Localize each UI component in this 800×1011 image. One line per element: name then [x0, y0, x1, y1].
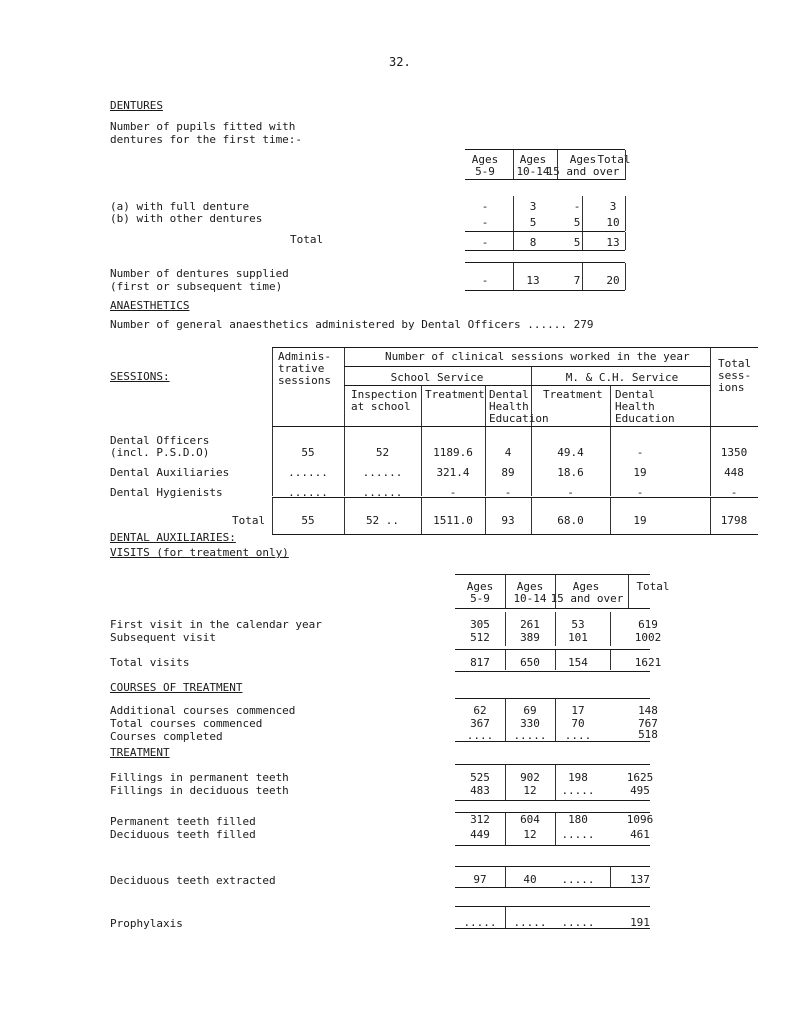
- sessions-sep: [421, 498, 422, 534]
- aux-col2-b: 10-14: [513, 592, 547, 605]
- dentures-total-cell: 8: [529, 236, 537, 249]
- dentures-sep: [625, 263, 626, 290]
- sessions-sep: [610, 498, 611, 534]
- sessions-row-label: Dental Hygienists: [110, 486, 223, 499]
- aux-sep: [505, 575, 506, 608]
- aux-prophylaxis-label: Prophylaxis: [110, 917, 183, 930]
- aux-rule: [455, 671, 650, 672]
- dentures-cell: 3: [609, 200, 617, 213]
- sessions-rule: [272, 534, 758, 535]
- aux-course-label: Courses completed: [110, 730, 223, 743]
- sessions-main-header: Number of clinical sessions worked in the year: [385, 350, 690, 363]
- aux-prophylaxis-cell: .....: [561, 916, 595, 929]
- aux-filled-cell: 312: [470, 813, 490, 826]
- dentures-col1-b: 5-9: [475, 165, 495, 178]
- aux-sep: [505, 699, 506, 742]
- aux-sep: [610, 867, 611, 887]
- aux-visit-cell: 512: [470, 631, 490, 644]
- sessions-total-h3: ions: [718, 381, 745, 394]
- aux-sep: [505, 650, 506, 670]
- dentures-col3-a: Ages: [569, 153, 597, 166]
- aux-filled-cell: 12: [523, 828, 537, 841]
- sessions-treatment: Treatment: [425, 388, 485, 401]
- aux-course-label: Total courses commenced: [110, 717, 263, 730]
- sessions-cell: -: [636, 446, 644, 459]
- sessions-cell: ......: [362, 486, 403, 499]
- aux-rule-top: [455, 574, 650, 575]
- sessions-mch-service: M. & C.H. Service: [565, 371, 679, 384]
- aux-rule: [455, 887, 650, 888]
- aux-rule: [455, 800, 650, 801]
- dentures-cell: -: [481, 200, 489, 213]
- sessions-dental-health2: Health: [489, 400, 529, 413]
- aux-sep: [555, 765, 556, 800]
- aux-rule: [455, 649, 650, 650]
- aux-rule: [455, 698, 650, 699]
- dentures-total-cell: 13: [606, 236, 620, 249]
- dentures-rule-top: [465, 149, 625, 150]
- sessions-total-cell: 1511.0: [433, 514, 473, 527]
- dentures-col4: Total: [597, 153, 631, 166]
- sessions-sep: [485, 498, 486, 534]
- aux-course-cell: 148: [638, 704, 658, 717]
- aux-col1-b: 5-9: [470, 592, 490, 605]
- sessions-sep: [485, 386, 486, 496]
- sessions-sep: [421, 386, 422, 496]
- dentures-sep: [513, 263, 514, 290]
- sessions-inspection2: at school: [351, 400, 411, 413]
- aux-sep: [505, 813, 506, 845]
- sessions-rule: [344, 366, 710, 367]
- aux-visit-cell: 101: [568, 631, 588, 644]
- aux-courses-heading: COURSES OF TREATMENT: [110, 681, 243, 694]
- page-number: 32.: [389, 55, 411, 69]
- sessions-admin-h3: sessions: [278, 374, 331, 387]
- aux-total-visits-cell: 154: [568, 656, 588, 669]
- sessions-cell: 18.6: [557, 466, 584, 479]
- dentures-cell: -: [481, 216, 489, 229]
- sessions-cell: ......: [288, 486, 328, 499]
- aux-sep: [555, 612, 556, 646]
- sessions-admin-h1: Adminis-: [278, 350, 331, 363]
- aux-rule: [455, 741, 650, 742]
- sessions-cell: 321.4: [436, 466, 470, 479]
- sessions-sep: [710, 498, 711, 534]
- sessions-total-cell: 93: [501, 514, 515, 527]
- aux-sep: [610, 650, 611, 670]
- aux-course-label: Additional courses commenced: [110, 704, 296, 717]
- aux-sep: [555, 813, 556, 845]
- aux-col3-b: 15 and over: [550, 592, 624, 605]
- sessions-dental-health1: Dental: [489, 388, 529, 401]
- dentures-row-label: (b) with other dentures: [110, 212, 263, 225]
- dentures-intro-line2: dentures for the first time:-: [110, 133, 303, 146]
- dentures-intro-line1: Number of pupils fitted with: [110, 120, 296, 133]
- sessions-cell: -: [567, 486, 574, 499]
- sessions-cell: -: [504, 486, 512, 499]
- aux-visit-label: Subsequent visit: [110, 631, 216, 644]
- dentures-col2-a: Ages: [519, 153, 547, 166]
- aux-filled-label: Permanent teeth filled: [110, 815, 256, 828]
- aux-course-cell: .....: [513, 729, 547, 742]
- aux-course-cell: 69: [523, 704, 537, 717]
- aux-treatment-heading: TREATMENT: [110, 746, 170, 759]
- dentures-supplied-cell: 7: [573, 274, 581, 287]
- dentures-supplied-cell: 13: [526, 274, 540, 287]
- sessions-total-cell: 52 ..: [365, 514, 400, 527]
- aux-col3-a: Ages: [572, 580, 600, 593]
- aux-filled-label: Deciduous teeth filled: [110, 828, 256, 841]
- sessions-cell: 55: [301, 446, 315, 459]
- dentures-rule: [465, 231, 625, 232]
- dentures-sep: [625, 150, 626, 180]
- sessions-total-cell: 19: [633, 514, 647, 527]
- anaesthetics-line: Number of general anaesthetics administered by Dental Officers ...... 279: [110, 318, 594, 331]
- sessions-total-cell: 1798: [720, 514, 748, 527]
- sessions-row-label: Dental Auxiliaries: [110, 466, 230, 479]
- aux-filled-cell: 180: [568, 813, 588, 826]
- sessions-rule: [272, 426, 758, 427]
- aux-sep: [610, 612, 611, 646]
- aux-col4: Total: [636, 580, 670, 593]
- sessions-total-cell: 55: [301, 514, 315, 527]
- dentures-sep: [513, 232, 514, 250]
- dentures-rule: [465, 290, 625, 291]
- sessions-dental-health3: Education: [489, 412, 549, 425]
- aux-total-visits-cell: 1621: [634, 656, 662, 669]
- aux-filling-label: Fillings in permanent teeth: [110, 771, 289, 784]
- dentures-sep: [557, 150, 558, 180]
- aux-col2-a: Ages: [516, 580, 544, 593]
- sessions-total-label: Total: [232, 514, 266, 527]
- dentures-heading: DENTURES: [110, 99, 163, 112]
- anaesthetics-heading: ANAESTHETICS: [110, 299, 190, 312]
- dentures-sep: [625, 232, 626, 250]
- sessions-dental-health4: Dental: [615, 388, 655, 401]
- sessions-cell: 49.4: [557, 446, 584, 459]
- dentures-col1-a: Ages: [471, 153, 499, 166]
- sessions-cell: ......: [288, 466, 328, 479]
- aux-filled-cell: 604: [520, 813, 540, 826]
- dentures-col3-b: 15 and over: [546, 165, 620, 178]
- sessions-treatment2: Treatment: [543, 388, 603, 401]
- aux-visit-cell: 389: [520, 631, 540, 644]
- sessions-sep: [531, 498, 532, 534]
- aux-filled-cell: 449: [470, 828, 490, 841]
- aux-rule: [455, 866, 650, 867]
- sessions-dental-health5: Health: [615, 400, 655, 413]
- aux-sep: [505, 765, 506, 800]
- aux-filling-cell: .....: [561, 784, 595, 797]
- sessions-heading: SESSIONS:: [110, 370, 170, 383]
- aux-extracted-cell: 40: [523, 873, 537, 886]
- dentures-cell: 5: [573, 216, 581, 229]
- aux-sep: [505, 612, 506, 646]
- sessions-sep: [610, 386, 611, 496]
- dentures-rule: [465, 250, 625, 251]
- aux-filled-cell: 1096: [626, 813, 654, 826]
- dentures-sep: [625, 196, 626, 231]
- aux-sep: [555, 575, 556, 608]
- dentures-supplied-label2: (first or subsequent time): [110, 280, 283, 293]
- sessions-cell: 89: [501, 466, 515, 479]
- dentures-cell: 5: [529, 216, 537, 229]
- sessions-cell: -: [449, 486, 457, 499]
- dentures-sep: [582, 263, 583, 290]
- sessions-cell: 4: [504, 446, 512, 459]
- aux-filling-cell: 1625: [626, 771, 654, 784]
- aux-course-cell: 518: [638, 728, 658, 741]
- aux-visit-cell: 1002: [634, 631, 662, 644]
- sessions-total-cell: 68.0: [557, 514, 584, 527]
- sessions-total-h2: sess-: [718, 369, 752, 382]
- sessions-cell: 19: [633, 466, 647, 479]
- aux-filling-cell: 12: [523, 784, 537, 797]
- aux-visit-cell: 305: [470, 618, 490, 631]
- sessions-row-label: (incl. P.S.D.O): [110, 446, 210, 459]
- aux-filling-cell: 525: [470, 771, 490, 784]
- aux-course-cell: 767: [638, 717, 658, 730]
- aux-sep: [505, 907, 506, 928]
- aux-filling-label: Fillings in deciduous teeth: [110, 784, 289, 797]
- sessions-cell: -: [730, 486, 738, 499]
- dentures-sep: [582, 232, 583, 250]
- aux-filling-cell: 495: [630, 784, 650, 797]
- dentures-sep: [582, 196, 583, 231]
- aux-filling-cell: 198: [568, 771, 588, 784]
- aux-prophylaxis-cell: .....: [463, 916, 497, 929]
- aux-rule: [455, 764, 650, 765]
- dentures-supplied-cell: -: [481, 274, 489, 287]
- dentures-total-label: Total: [290, 233, 324, 246]
- aux-rule: [455, 906, 650, 907]
- sessions-cell: 448: [724, 466, 744, 479]
- sessions-total-h1: Total: [718, 357, 752, 370]
- sessions-rule: [344, 385, 710, 386]
- sessions-admin-h2: trative: [278, 362, 325, 375]
- aux-course-cell: 62: [473, 704, 487, 717]
- dentures-total-cell: 5: [573, 236, 581, 249]
- aux-extracted-label: Deciduous teeth extracted: [110, 874, 276, 887]
- aux-filled-cell: .....: [561, 828, 595, 841]
- sessions-inspection1: Inspection: [351, 388, 418, 401]
- dentures-supplied-label1: Number of dentures supplied: [110, 267, 289, 280]
- aux-sep: [555, 699, 556, 742]
- sessions-row-label: Dental Officers: [110, 434, 210, 447]
- aux-total-visits-label: Total visits: [110, 656, 190, 669]
- aux-visit-label: First visit in the calendar year: [110, 618, 322, 631]
- aux-col1-a: Ages: [466, 580, 494, 593]
- dentures-sep: [513, 150, 514, 180]
- aux-visit-cell: 261: [520, 618, 540, 631]
- aux-total-visits-cell: 817: [470, 656, 490, 669]
- aux-rule: [455, 608, 650, 609]
- aux-filled-cell: 461: [630, 828, 650, 841]
- aux-course-cell: ....: [466, 729, 494, 742]
- aux-rule: [455, 845, 650, 846]
- aux-total-visits-cell: 650: [520, 656, 540, 669]
- dentures-rule: [465, 179, 625, 180]
- auxiliaries-subheading: VISITS (for treatment only): [110, 546, 289, 559]
- aux-extracted-cell: .....: [561, 873, 595, 886]
- sessions-cell: 52: [375, 446, 390, 459]
- sessions-school-service: School Service: [390, 371, 484, 384]
- aux-rule: [455, 928, 650, 929]
- aux-course-cell: 367: [470, 717, 490, 730]
- aux-course-cell: ....: [564, 729, 592, 742]
- sessions-sep: [344, 498, 345, 534]
- dentures-row-label: (a) with full denture: [110, 200, 250, 213]
- sessions-cell: -: [636, 486, 644, 499]
- sessions-dental-health6: Education: [615, 412, 675, 425]
- aux-course-cell: 330: [520, 717, 540, 730]
- aux-prophylaxis-cell: .....: [513, 916, 547, 929]
- dentures-cell: -: [573, 200, 581, 213]
- sessions-cell: 1350: [720, 446, 748, 459]
- aux-course-cell: 70: [571, 717, 585, 730]
- aux-extracted-cell: 97: [473, 873, 487, 886]
- dentures-supplied-cell: 20: [606, 274, 620, 287]
- auxiliaries-heading: DENTAL AUXILIARIES:: [110, 531, 236, 544]
- aux-course-cell: 17: [571, 704, 585, 717]
- sessions-sep: [272, 498, 273, 534]
- sessions-cell: 1189.6: [433, 446, 473, 459]
- aux-sep: [628, 575, 629, 608]
- aux-prophylaxis-cell: 191: [630, 916, 650, 929]
- dentures-total-cell: -: [481, 236, 489, 249]
- sessions-cell: ......: [362, 466, 403, 479]
- dentures-cell: 3: [529, 200, 537, 213]
- dentures-cell: 10: [606, 216, 620, 229]
- aux-filling-cell: 483: [470, 784, 490, 797]
- aux-visit-cell: 619: [638, 618, 658, 631]
- aux-sep: [505, 867, 506, 887]
- aux-filling-cell: 902: [520, 771, 540, 784]
- dentures-sep: [513, 196, 514, 231]
- aux-visit-cell: 53: [571, 618, 585, 631]
- dentures-rule: [465, 262, 625, 263]
- aux-sep: [555, 650, 556, 670]
- dentures-col2-b: 10-14: [516, 165, 550, 178]
- aux-extracted-cell: 137: [630, 873, 650, 886]
